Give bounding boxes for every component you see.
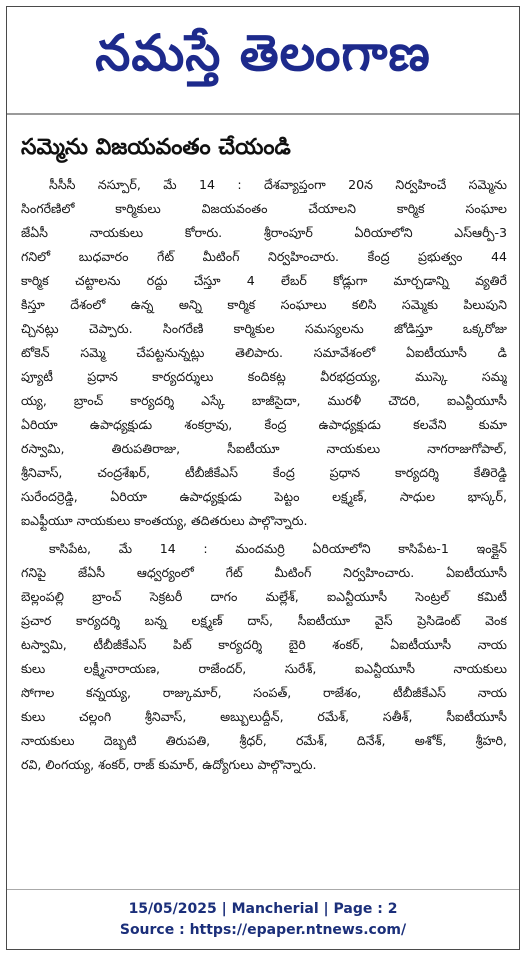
article-line: టస్వామి, టీబీజీకేఎస్ పిట్ కార్యదర్శి బైరి శంకర్, ఏఐటీయూసీ నాయ [21,637,507,652]
masthead [7,7,519,111]
newspaper-logo: నమస్తే తెలంగాణ [95,23,431,82]
article-line: రస్వామి, తిరుపతిరాజు, సీఐటీయూ నాయకులు నాగరాజుగోపాల్, [21,441,507,456]
article-line: కిస్తూ దేశంలో ఉన్న అన్ని కార్మిక సంఘాలు కలిసి సమ్మెకు పిలుపుని [21,297,507,312]
article-headline: సమ్మెను విజయవంతం చేయండి [21,135,291,160]
article-line: ఏరియా ఉపాధ్యక్షుడు శంకర్రావు, కేంద్ర ఉపాధ్యక్షుడు కలవేని కుమా [21,417,507,432]
article-line: సింగరేణిలో కార్మికులు విజయవంతం చేయాలని కార్మిక సంఘాల [21,201,507,216]
article-line: కులు చల్లంగి శ్రీనివాస్, అబ్బులుద్దీన్, రమేశ్, సతీశ్, సీఐటీయూసీ [21,709,507,724]
source-link[interactable]: Source : https://epaper.ntnews.com/ [119,922,407,938]
article-line: జేఏసీ నాయకులు కోరారు. శ్రీరాంపూర్ ఏరియాలోని ఎస్ఆర్పీ-3 [21,225,507,240]
clipping-frame [6,6,520,950]
article-line: సోగాల కన్నయ్య, రాజ్కుమార్, సంపత్, రాజేశం, టీబీజీకేఎస్ నాయ [21,685,507,700]
article-line: ప్రచార కార్యదర్శి బన్న లక్ష్మణ్ దాస్, సీఐటీయూ వైస్ ప్రెసిడెంట్ వెంక [21,613,507,628]
article-line: కాసిపేట, మే 14 : మందమర్రి ఏరియాలోని కాసిపేట-1 ఇంక్లైన్ [49,541,507,556]
article-line: కార్మిక చట్టాలను రద్దు చేస్తూ 4 లేబర్ కోడ్లుగా మార్చడాన్ని వ్యతిరే [21,273,507,288]
article-line: య్య, బ్రాంచ్ కార్యదర్శి ఎస్కే బాజీసైదా, మురళీ చౌదరి, ఐఎన్టీయూసీ [21,393,507,408]
article-line: సీసీసీ నస్పూర్, మే 14 : దేశవ్యాప్తంగా 20న నిర్వహించే సమ్మెను [49,177,507,192]
article-line: రవి, లింగయ్య, శంకర్, రాజ్ కుమార్, ఉద్యోగులు పాల్గొన్నారు. [21,757,317,772]
edition-info: 15/05/2025 | Mancherial | Page : 2 [128,901,398,917]
article-line: గనిలో బుధవారం గేట్ మీటింగ్ నిర్వహించారు. కేంద్ర ప్రభుత్వం 44 [21,249,507,264]
article-line: కులు లక్ష్మీనారాయణ, రాజేందర్, సురేశ్, ఐఎన్టీయూసీ నాయకులు [21,661,507,676]
article-line: నాయకులు దెబ్బటి తిరుపతి, శ్రీధర్, రమేశ్, దినేశ్, అశోక్, శ్రీహరి, [21,733,507,748]
article-line: చ్చినట్లు చెప్పారు. సింగరేణి కార్మికుల సమస్యలను జోడిస్తూ ఒక్కరోజు [21,321,507,336]
clipping-bottom-edge [7,889,519,890]
article-paragraph-2 [21,537,507,777]
masthead-divider [7,113,519,115]
article-line: శ్రీనివాస్, చంద్రశేఖర్, టీబీజీకేఎస్ కేంద్ర ప్రధాన కార్యదర్శి కేతిరెడ్డి [21,465,507,480]
source-footer [7,899,519,941]
article-line: ఐఎఫ్టీయూ నాయకులు కాంతయ్య, తదితరులు పాల్గొన్నారు. [21,513,308,528]
article-line: గనిపై జేఏసీ ఆధ్వర్యంలో గేట్ మీటింగ్ నిర్వహించారు. ఏఐటీయూసీ [21,565,507,580]
article-line: ప్యూటీ ప్రధాన కార్యదర్శులు కందికట్ల వీరభద్రయ్య, ముస్కె సమ్మ [21,369,507,384]
article-line: టోకెన్ సమ్మె చేపట్టనున్నట్లు తెలిపారు. సమావేశంలో ఏఐటీయూసీ డి [21,345,507,360]
article-line: సురేందర్రెడ్డి, ఏరియా ఉపాధ్యక్షుడు పెట్టం లక్ష్మణ్, సాధుల భాస్కర్, [21,489,507,504]
article [21,135,507,777]
article-paragraph-1 [21,173,507,533]
article-line: బెల్లంపల్లి బ్రాంచ్ సెక్రటరీ దాగం మల్లేశ్, ఐఎన్టీయూసీ సెంట్రల్ కమిటీ [21,589,507,604]
